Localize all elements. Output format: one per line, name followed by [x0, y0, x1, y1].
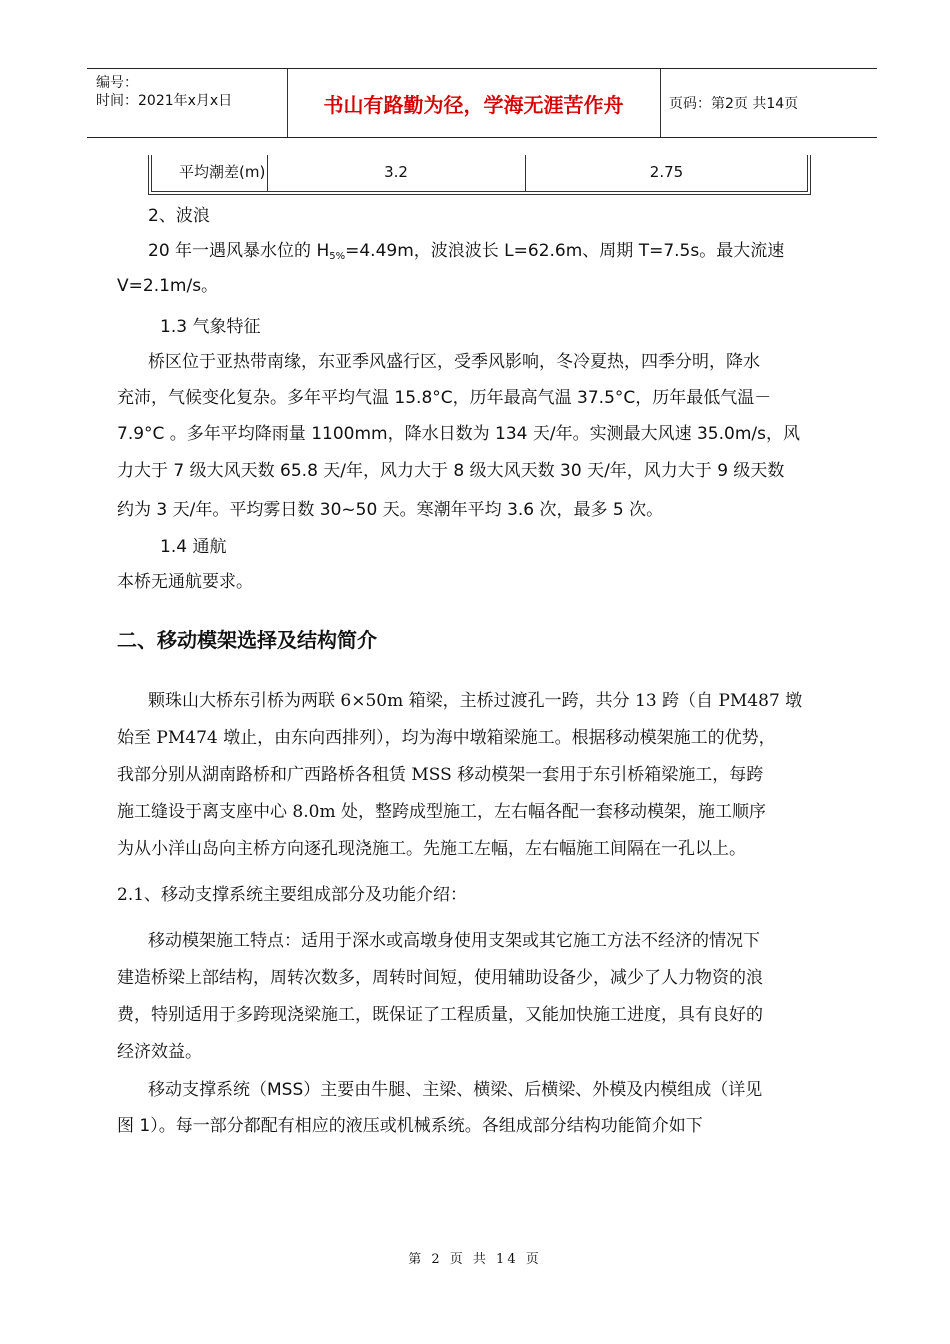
table-value-2: 2.75 [649, 163, 684, 181]
features-line: 经济效益。 [117, 1042, 202, 1062]
mss-line: 我部分别从湖南路桥和广西路桥各租赁 MSS 移动模架一套用于东引桥箱梁施工，每跨 [117, 765, 764, 785]
features-line: 移动模架施工特点：适用于深水或高墩身使用支架或其它施工方法不经济的情况下 [148, 931, 760, 951]
components-line: 移动支撑系统（MSS）主要由牛腿、主梁、横梁、后横梁、外模及内模组成（详见 [148, 1080, 763, 1100]
number-label: 编号： [96, 75, 138, 91]
header-motto-cell [287, 69, 661, 137]
table-row-label: 平均潮差(m) [179, 163, 266, 181]
page-footer: 第 2 页 共 14 页 [408, 1252, 542, 1267]
mss-line: 为从小洋山岛向主桥方向逐孔现浇施工。先施工左幅，左右幅施工间隔在一孔以上。 [117, 839, 746, 859]
features-line: 费，特别适用于多跨现浇梁施工，既保证了工程质量，又能加快施工进度，具有良好的 [117, 1005, 763, 1025]
motto: 书山有路勤为径，学海无涯苦作舟 [323, 93, 624, 117]
table-value-1: 3.2 [384, 163, 408, 181]
table-divider [267, 155, 268, 192]
components-line: 图 1）。每一部分都配有相应的液压或机械系统。各组成部分结构功能简介如下 [117, 1116, 703, 1136]
section-1-4-heading: 1.4 通航 [160, 537, 227, 557]
climate-line: 力大于 7 级大风天数 65.8 天/年，风力大于 8 级大风天数 30 天/年，风力大于 9 级天数 [117, 461, 785, 481]
page-label: 页码：第2页 共14页 [669, 96, 799, 112]
wave-line-2: V=2.1m/s。 [117, 276, 219, 296]
climate-line: 充沛，气候变化复杂。多年平均气温 15.8°C，历年最高气温 37.5°C，历年最低气温－ [117, 388, 772, 408]
tide-table [148, 155, 811, 195]
wave-line-1: 20 年一遇风暴水位的 $H_{5\%}=4.49m$，波浪波长 L=62.6m、周期 T=7.5s。最大流速 [148, 241, 785, 262]
header-meta-cell [87, 69, 288, 137]
mss-line: 始至 PM474 墩止，由东向西排列），均为海中墩箱梁施工。根据移动模架施工的优势， [117, 728, 776, 748]
climate-line: 约为 3 天/年。平均雾日数 30~50 天。寒潮年平均 3.6 次，最多 5 次。 [117, 500, 664, 520]
wave-heading: 2、波浪 [148, 206, 210, 226]
mss-line: 施工缝设于离支座中心 8.0m 处，整跨成型施工，左右幅各配一套移动模架，施工顺序 [117, 802, 766, 822]
climate-line: 7.9°C 。多年平均降雨量 1100mm，降水日数为 134 天/年。实测最大风速 35.0m/s，风 [117, 424, 800, 444]
time-label: 时间：2021年x月x日 [96, 93, 233, 109]
features-line: 建造桥梁上部结构，周转次数多，周转时间短，使用辅助设备少，减少了人力物资的浪 [117, 968, 763, 988]
table-divider [525, 155, 526, 192]
mss-line: 颗珠山大桥东引桥为两联 6×50m 箱梁，主桥过渡孔一跨，共分 13 跨（自 PM487 墩 [148, 691, 803, 711]
chapter-2-heading: 二、移动模架选择及结构简介 [117, 628, 377, 652]
page-header [87, 68, 877, 138]
navigation-text: 本桥无通航要求。 [117, 572, 253, 592]
section-1-3-heading: 1.3 气象特征 [160, 317, 261, 337]
header-page-cell [660, 69, 877, 137]
section-2-1-heading: 2.1、移动支撑系统主要组成部分及功能介绍： [117, 885, 468, 905]
climate-line: 桥区位于亚热带南缘，东亚季风盛行区，受季风影响，冬冷夏热，四季分明，降水 [148, 352, 760, 372]
